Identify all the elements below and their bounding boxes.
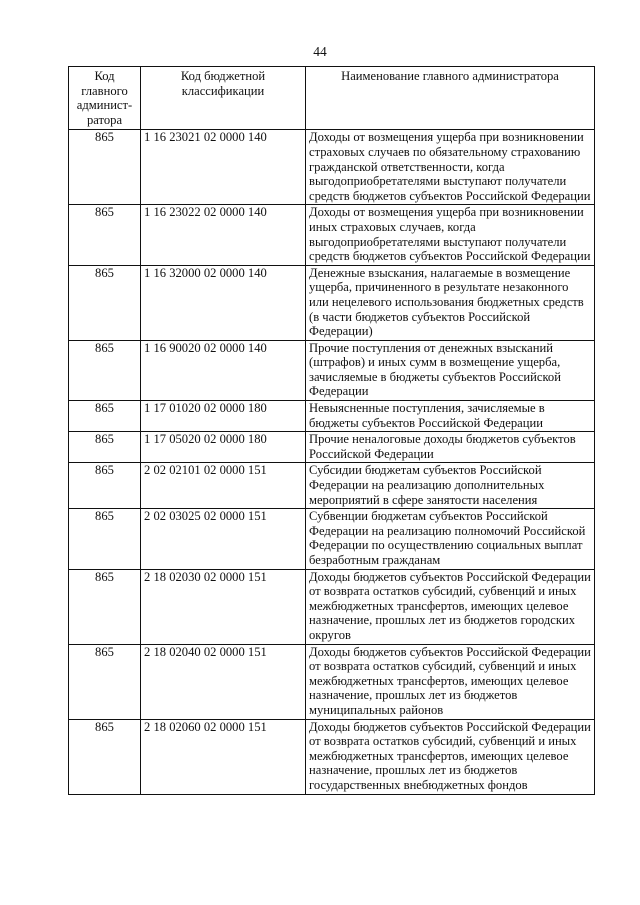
budget-code-cell: 1 16 23021 02 0000 140 xyxy=(141,130,306,205)
admin-code-cell: 865 xyxy=(69,463,141,509)
admin-code-cell: 865 xyxy=(69,644,141,719)
administrator-name-cell: Доходы от возмещения ущерба при возникновении иных страховых случаев, когда выгодоприобретателями выступают получатели средств бюджетов субъектов Российской Федерации xyxy=(306,205,595,265)
admin-code-cell: 865 xyxy=(69,130,141,205)
table-row xyxy=(69,569,595,644)
budget-code-cell: 2 02 03025 02 0000 151 xyxy=(141,509,306,569)
budget-code-cell: 2 18 02040 02 0000 151 xyxy=(141,644,306,719)
administrator-name-cell: Доходы бюджетов субъектов Российской Федерации от возврата остатков субсидий, субвенций и иных межбюджетных трансфертов, имеющих целевое назначение, прошлых лет из бюджетов муниципальных районов xyxy=(306,644,595,719)
administrator-name-cell: Доходы от возмещения ущерба при возникновении страховых случаев по обязательному страхованию гражданской ответственности, когда выгодоприобретателями выступают получатели средств бюджетов субъектов Российской Федерации xyxy=(306,130,595,205)
table-row xyxy=(69,401,595,432)
budget-code-cell: 2 18 02060 02 0000 151 xyxy=(141,719,306,794)
administrator-name-cell: Денежные взыскания, налагаемые в возмещение ущерба, причиненного в результате незаконного или нецелевого использования бюджетных средств (в части бюджетов субъектов Российской Федерации) xyxy=(306,265,595,340)
budget-classification-table xyxy=(68,66,595,795)
budget-code-cell: 2 18 02030 02 0000 151 xyxy=(141,569,306,644)
budget-code-cell: 1 16 23022 02 0000 140 xyxy=(141,205,306,265)
admin-code-cell: 865 xyxy=(69,509,141,569)
table-row xyxy=(69,265,595,340)
table-row xyxy=(69,205,595,265)
budget-code-cell: 1 17 01020 02 0000 180 xyxy=(141,401,306,432)
administrator-name-cell: Субвенции бюджетам субъектов Российской Федерации на реализацию полномочий Российской Федерации по осуществлению социальных выплат безработным гражданам xyxy=(306,509,595,569)
table-row xyxy=(69,432,595,463)
table-body xyxy=(69,130,595,794)
administrator-name-cell: Невыясненные поступления, зачисляемые в бюджеты субъектов Российской Федерации xyxy=(306,401,595,432)
administrator-name-cell: Субсидии бюджетам субъектов Российской Федерации на реализацию дополнительных мероприятий в сфере занятости населения xyxy=(306,463,595,509)
budget-code-cell: 1 17 05020 02 0000 180 xyxy=(141,432,306,463)
administrator-name-cell: Прочие поступления от денежных взысканий (штрафов) и иных сумм в возмещение ущерба, зачисляемые в бюджеты субъектов Российской Федерации xyxy=(306,340,595,400)
admin-code-cell: 865 xyxy=(69,205,141,265)
administrator-name-cell: Прочие неналоговые доходы бюджетов субъектов Российской Федерации xyxy=(306,432,595,463)
admin-code-cell: 865 xyxy=(69,401,141,432)
admin-code-cell: 865 xyxy=(69,340,141,400)
administrator-name-cell: Доходы бюджетов субъектов Российской Федерации от возврата остатков субсидий, субвенций и иных межбюджетных трансфертов, имеющих целевое назначение, прошлых лет из бюджетов городских округов xyxy=(306,569,595,644)
budget-code-cell: 1 16 32000 02 0000 140 xyxy=(141,265,306,340)
admin-code-cell: 865 xyxy=(69,569,141,644)
table-row xyxy=(69,509,595,569)
table-header xyxy=(69,67,595,130)
table-row xyxy=(69,340,595,400)
table-row xyxy=(69,463,595,509)
table-row xyxy=(69,719,595,794)
table-row xyxy=(69,130,595,205)
table-row xyxy=(69,644,595,719)
admin-code-cell: 865 xyxy=(69,265,141,340)
page-number: 44 xyxy=(313,44,327,59)
header-admin-code: Код главного админист-ратора xyxy=(69,67,141,130)
budget-code-cell: 1 16 90020 02 0000 140 xyxy=(141,340,306,400)
administrator-name-cell: Доходы бюджетов субъектов Российской Федерации от возврата остатков субсидий, субвенций и иных межбюджетных трансфертов, имеющих целевое назначение, прошлых лет из бюджетов государственных внебюджетных фондов xyxy=(306,719,595,794)
header-budget-code: Код бюджетной классификации xyxy=(141,67,306,130)
admin-code-cell: 865 xyxy=(69,719,141,794)
admin-code-cell: 865 xyxy=(69,432,141,463)
budget-code-cell: 2 02 02101 02 0000 151 xyxy=(141,463,306,509)
header-administrator-name: Наименование главного администратора xyxy=(306,67,595,130)
table-header-row xyxy=(69,67,595,130)
